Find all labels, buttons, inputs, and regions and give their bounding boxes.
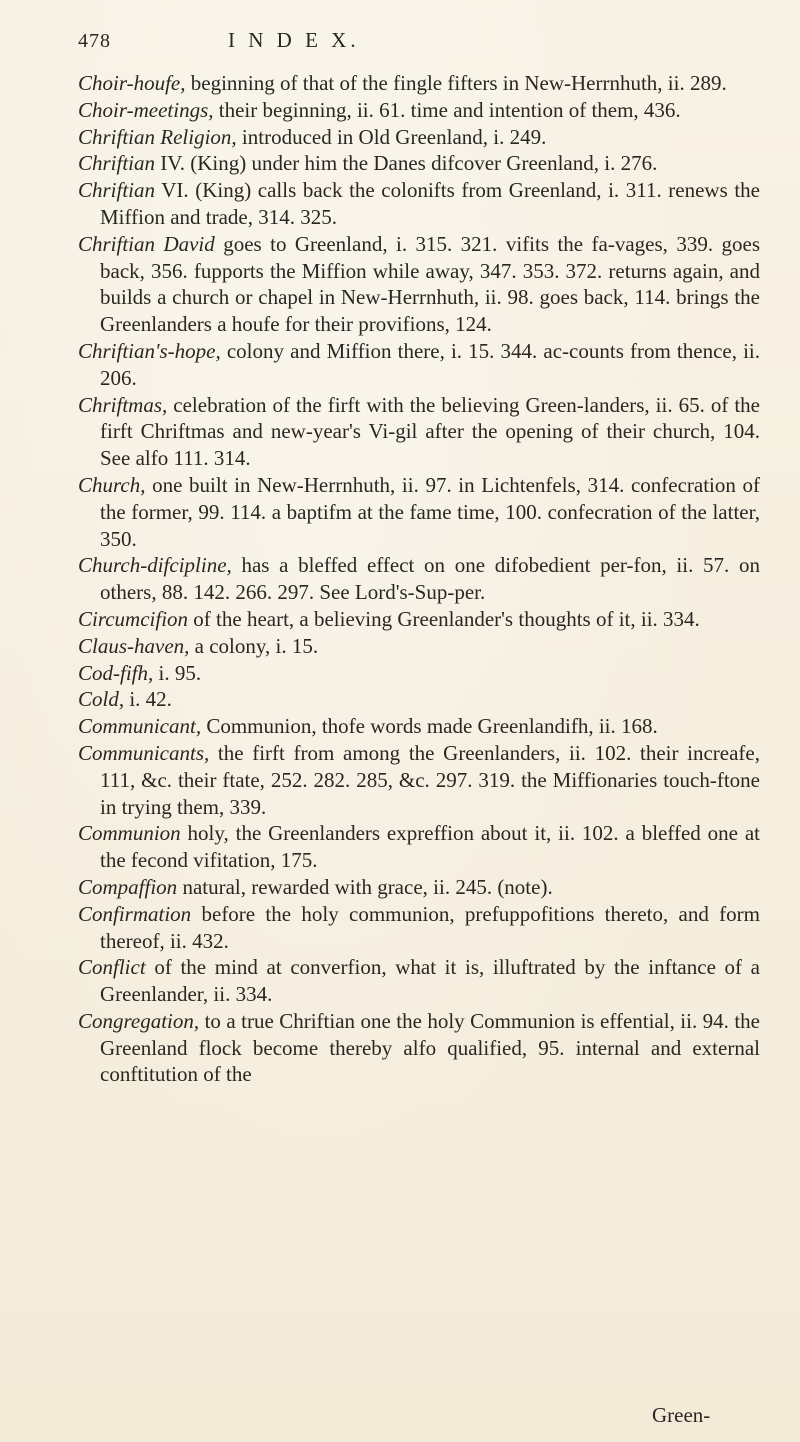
index-entry xyxy=(78,954,760,1008)
index-entry xyxy=(78,660,760,687)
entry-headword: Chriftian Religion, xyxy=(78,124,237,149)
index-entry xyxy=(78,606,760,633)
index-entry xyxy=(78,740,760,820)
index-entry xyxy=(78,820,760,874)
page-header xyxy=(78,28,760,62)
running-head: I N D E X. xyxy=(228,28,360,52)
index-entry xyxy=(78,874,760,901)
entry-headword: Chriftmas, xyxy=(78,392,168,417)
entry-text: beginning of that of the fingle fifters in New-Herrnhuth, ii. 289. xyxy=(185,71,727,95)
index-entry xyxy=(78,686,760,713)
index-entry xyxy=(78,1008,760,1088)
entry-headword: Cold, xyxy=(78,687,125,712)
entry-headword: Cod-fifh, xyxy=(78,660,154,685)
entry-headword: Circumcifion xyxy=(78,606,189,631)
entry-text: colony and Miffion there, i. 15. 344. ac-counts from thence, ii. 206. xyxy=(100,338,760,390)
entry-headword: Choir-houfe, xyxy=(78,71,186,95)
index-entry xyxy=(78,392,760,472)
entry-text: natural, rewarded with grace, ii. 245. (note). xyxy=(177,874,553,899)
entry-headword: Conflict xyxy=(78,955,146,980)
entry-headword: Church-difcipline, xyxy=(78,553,232,578)
index-entry xyxy=(78,901,760,955)
entry-text: celebration of the firft with the believing Green-landers, ii. 65. of the firft Chriftmas and new-year's Vi-gil after the opening of their church, 104. See alfo 111. 314. xyxy=(100,392,760,471)
entry-text: the firft from among the Greenlanders, ii. 102. their increafe, 111, &c. their ftate, 252. 282. 285, &c. 297. 319. the Miffionaries touch-ftone in trying them, 339. xyxy=(100,740,760,819)
index-entry xyxy=(78,552,760,606)
entry-headword: Communicant, xyxy=(78,714,202,739)
entry-text: VI. (King) calls back the colonifts from Greenland, i. 311. renews the Miffion and trade, 314. 325. xyxy=(100,178,760,229)
entry-headword: Communicants, xyxy=(78,740,210,765)
entry-text: to a true Chriftian one the holy Communion is effential, ii. 94. the Greenland flock become thereby alfo qualified, 95. internal and external conftitution of the xyxy=(100,1008,760,1087)
entry-text: i. 42. xyxy=(124,687,172,712)
catchword: Green- xyxy=(652,1403,711,1427)
index-entry xyxy=(78,177,760,231)
entry-headword: Chriftian xyxy=(78,178,156,203)
entry-headword: Chriftian's-hope, xyxy=(78,338,221,363)
page-number: 478 xyxy=(78,30,111,52)
index-entry xyxy=(78,70,760,97)
entry-text: of the heart, a believing Greenlander's thoughts of it, ii. 334. xyxy=(188,606,700,631)
index-entry xyxy=(78,713,760,740)
index-entry xyxy=(78,124,760,151)
index-entry xyxy=(78,472,760,552)
entry-text: one built in New-Herrnhuth, ii. 97. in Lichtenfels, 314. confecration of the former, 99. 114. a baptifm at the fame time, 100. confecration of the latter, 350. xyxy=(100,472,760,551)
entry-text: IV. (King) under him the Danes difcover Greenland, i. 276. xyxy=(155,151,658,176)
entry-headword: Church, xyxy=(78,472,146,497)
entry-text: their beginning, ii. 61. time and intention of them, 436. xyxy=(213,97,681,122)
entry-text: before the holy communion, prefuppofitions thereto, and form thereof, ii. 432. xyxy=(100,901,760,953)
entry-headword: Chriftian xyxy=(78,151,156,176)
entry-text: of the mind at converfion, what it is, illuftrated by the inftance of a Greenlander, ii. 334. xyxy=(100,955,760,1007)
index-entries xyxy=(78,70,760,1088)
entry-text: Communion, thofe words made Greenlandifh, ii. 168. xyxy=(201,714,658,739)
entry-headword: Claus-haven, xyxy=(78,633,190,658)
entry-text: introduced in Old Greenland, i. 249. xyxy=(236,124,547,149)
entry-text: goes to Greenland, i. 315. 321. vifits the fa-vages, 339. goes back, 356. fupports the Miffion while away, 347. 353. 372. returns again, and builds a church or chapel in New-Herrnhuth, ii. 98. goes back, 114. brings the Greenlanders a houfe for their provifions, 124. xyxy=(100,231,760,337)
entry-headword: Compaffion xyxy=(78,874,178,899)
index-entry xyxy=(78,633,760,660)
entry-headword: Choir-meetings, xyxy=(78,97,214,122)
index-entry xyxy=(78,150,760,177)
entry-text: i. 95. xyxy=(153,660,202,685)
entry-headword: Congregation, xyxy=(78,1008,200,1033)
entry-headword: Confirmation xyxy=(78,901,192,926)
entry-text: has a bleffed effect on one difobedient per-fon, ii. 57. on others, 88. 142. 266. 297. See Lord's-Sup-per. xyxy=(100,553,760,605)
entry-headword: Communion xyxy=(78,821,181,846)
index-entry xyxy=(78,338,760,392)
index-entry xyxy=(78,97,760,124)
entry-headword: Chriftian David xyxy=(78,231,215,256)
entry-text: a colony, i. 15. xyxy=(189,633,319,658)
entry-text: holy, the Greenlanders expreffion about it, ii. 102. a bleffed one at the fecond vifitation, 175. xyxy=(100,821,760,873)
index-entry xyxy=(78,231,760,338)
